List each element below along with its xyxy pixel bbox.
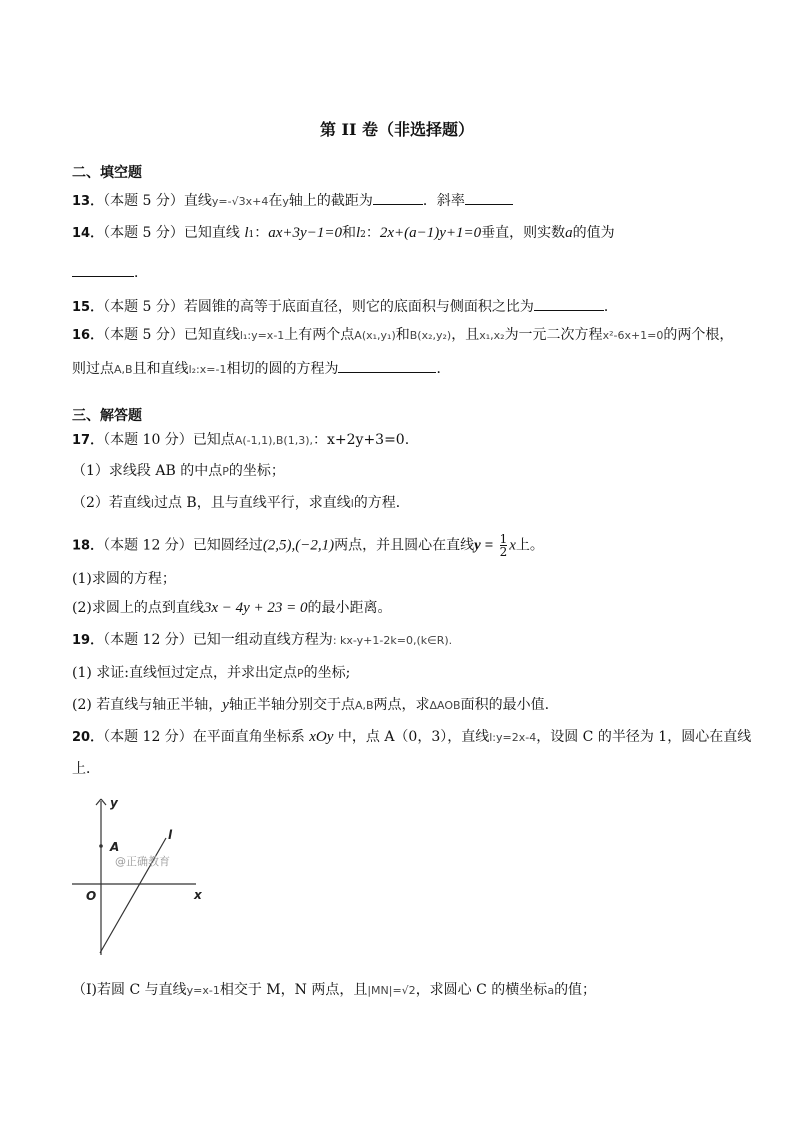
question-18-part1: (1)求圆的方程； xyxy=(72,571,176,587)
origin-label: O xyxy=(86,889,97,903)
section-fill-blank: 二、填空题 xyxy=(72,165,142,181)
question-18: 18．（本题 12 分）已知圆经过(2,5),(−2,1)两点，并且圆心在直线y = $\frac{1}{2}$ x上。 xyxy=(72,532,544,559)
question-16: 16．（本题 5 分）已知直线l₁:y=x-1上有两个点A(x₁,y₁)和B(x₂,y₂)，且x₁,x₂为一元二次方程x²-6x+1=0的两个根， xyxy=(72,327,734,343)
question-20: 20．（本题 12 分）在平面直角坐标系 xOy 中，点 A（0，3），直线l:y=2x-4，设圆 C 的半径为 1，圆心在直线 xyxy=(72,729,752,745)
answer-blank[interactable] xyxy=(72,262,134,277)
question-14: 14．（本题 5 分）已知直线 l1：ax+3y−1=0和l2：2x+(a−1)y+1=0垂直，则实数a的值为 xyxy=(72,225,615,241)
y-axis-label: y xyxy=(110,796,118,810)
question-18-part2: (2)求圆上的点到直线3x − 4y + 23 = 0的最小距离。 xyxy=(72,600,392,616)
question-19: 19．（本题 12 分）已知一组动直线方程为: kx-y+1-2k=0,(k∈R). xyxy=(72,632,453,648)
question-19-part1: (1) 求证:直线恒过定点，并求出定点P的坐标; xyxy=(72,665,351,681)
y-arrow xyxy=(101,799,106,805)
point-a xyxy=(99,844,103,848)
x-axis-label: x xyxy=(194,888,202,902)
fraction: $\frac{1}{2}$ xyxy=(499,532,508,559)
coordinate-figure xyxy=(68,795,208,965)
question-13: 13．（本题 5 分）直线y=-√3x+4在y轴上的截距为 ．斜率 xyxy=(72,190,513,211)
question-20-line2: 上． xyxy=(72,761,100,777)
page-title: 第 II 卷（非选择题） xyxy=(319,120,475,139)
question-20-part1: （Ⅰ)若圆 C 与直线y=x-1相交于 M，N 两点，且|MN|=√2，求圆心 C 的横坐标a的值； xyxy=(72,982,597,998)
answer-blank[interactable] xyxy=(534,296,604,311)
section-solutions: 三、解答题 xyxy=(72,408,142,424)
question-14-line2: ． xyxy=(72,262,148,282)
y-arrow xyxy=(96,799,101,805)
line-l-label: l xyxy=(168,828,173,842)
question-17-part2: （2）若直线l过点 B，且与直线平行，求直线l的方程． xyxy=(72,495,410,511)
answer-blank[interactable] xyxy=(373,190,423,205)
answer-blank[interactable] xyxy=(338,358,436,373)
question-19-part2: (2) 若直线与轴正半轴，y轴正半轴分别交于点A,B两点，求ΔAOB面积的最小值. xyxy=(72,697,550,713)
question-16-line2: 则过点A,B且和直线l₂:x=-1相切的圆的方程为 ． xyxy=(72,358,450,379)
question-17-part1: （1）求线段 AB 的中点P的坐标； xyxy=(72,463,285,479)
point-a-label: A xyxy=(110,840,120,854)
question-17: 17．（本题 10 分）已知点A(-1,1),B(1,3),：x+2y+3=0. xyxy=(72,432,410,448)
watermark: @正确教育 xyxy=(115,855,170,868)
question-15: 15．（本题 5 分）若圆锥的高等于底面直径，则它的底面积与侧面积之比为 ． xyxy=(72,296,618,317)
answer-blank[interactable] xyxy=(465,190,513,205)
